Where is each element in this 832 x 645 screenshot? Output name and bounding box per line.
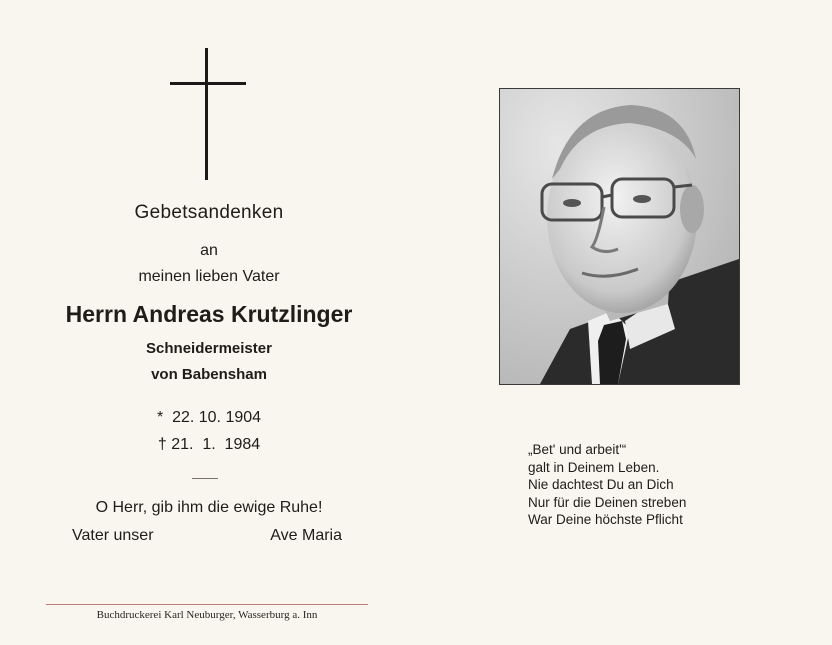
death-date: † 21. 1. 1984 bbox=[157, 436, 261, 453]
portrait-photo bbox=[499, 88, 740, 385]
deceased-name: Herrn Andreas Krutzlinger bbox=[65, 301, 353, 327]
birth-date: * 22. 10. 1904 bbox=[156, 409, 262, 426]
place-text: von Babensham bbox=[151, 366, 267, 383]
divider bbox=[192, 478, 218, 479]
prayer-ave-maria: Ave Maria bbox=[270, 527, 342, 544]
poem bbox=[528, 441, 686, 529]
cross-icon bbox=[170, 48, 246, 180]
relation-text: meinen lieben Vater bbox=[138, 268, 280, 285]
card-heading: Gebetsandenken bbox=[134, 202, 284, 223]
poem-line: Nur für die Deinen streben bbox=[528, 494, 687, 510]
poem-line: War Deine höchste Pflicht bbox=[528, 512, 683, 527]
occupation-text: Schneidermeister bbox=[146, 340, 272, 357]
poem-line: galt in Deinem Leben. bbox=[528, 459, 660, 475]
dedication-word: an bbox=[200, 242, 218, 259]
printer-divider bbox=[46, 604, 368, 605]
poem-line: Nie dachtest Du an Dich bbox=[528, 477, 674, 492]
prayer-text: O Herr, gib ihm die ewige Ruhe! bbox=[95, 499, 323, 516]
prayer-vater-unser: Vater unser bbox=[72, 527, 154, 544]
printer-credit: Buchdruckerei Karl Neuburger, Wasserburg a. Inn bbox=[96, 609, 318, 621]
poem-line: „Bet' und arbeit'“ bbox=[528, 442, 627, 457]
